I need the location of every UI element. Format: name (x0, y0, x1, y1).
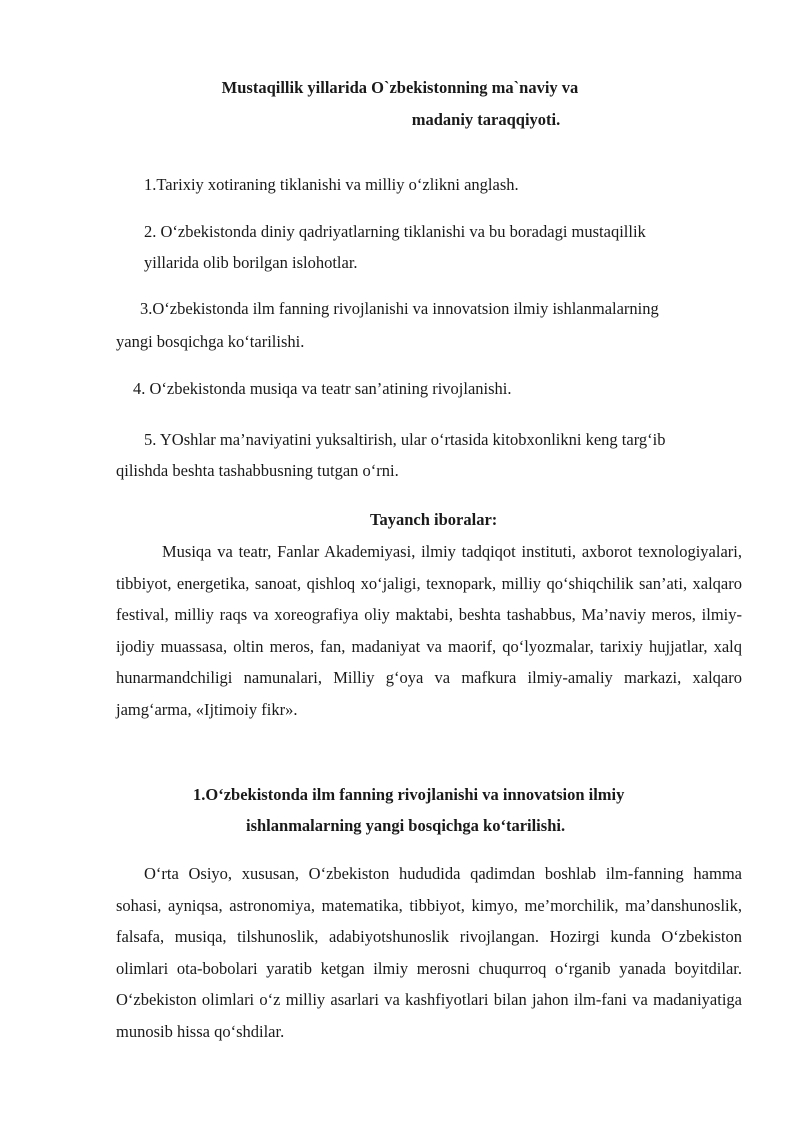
document-title-line-1: Mustaqillik yillarida O`zbekistonning ma`naviy va (221, 78, 579, 97)
section-heading-line-2: ishlanmalarning yangi bosqichga ko‘tarilishi. (246, 816, 566, 835)
plan-item-3-line-1: 3.O‘zbekistonda ilm fanning rivojlanishi va innovatsion ilmiy ishlanmalarning (140, 299, 659, 318)
plan-item-3-line-2: yangi bosqichga ko‘tarilishi. (116, 332, 305, 351)
keywords-heading: Tayanch iboralar: (370, 510, 498, 529)
plan-item-4: 4. O‘zbekistonda musiqa va teatr san’atining rivojlanishi. (133, 379, 512, 398)
plan-item-2-line-2: yillarida olib borilgan islohotlar. (144, 253, 358, 272)
document-title-line-2: madaniy taraqqiyoti. (411, 110, 561, 129)
plan-item-1: 1.Tarixiy xotiraning tiklanishi va milliy o‘zlikni anglash. (144, 175, 519, 194)
plan-item-5-line-1: 5. YOshlar ma’naviyatini yuksaltirish, ular o‘rtasida kitobxonlikni keng targ‘ib (144, 430, 666, 449)
body-paragraph: O‘rta Osiyo, xususan, O‘zbekiston hududida qadimdan boshlab ilm-fanning hamma sohasi, ayniqsa, astronomiya, matematika, tibbiyot, kimyo, me’morchilik, ma’danshunoslik, falsafa, musiqa, tilshunoslik, adabiyotshunoslik rivojlangan. Hozirgi kunda O‘zbekiston olimlari ota-bobolari yaratib ketgan ilmiy merosni chuqurroq o‘rganib yanada boyitdilar. O‘zbekiston olimlari o‘z milliy asarlari va kashfiyotlari bilan jahon ilm-fani va madaniyatiga munosib hissa qo‘shdilar. (116, 864, 742, 1041)
keywords-paragraph: Musiqa va teatr, Fanlar Akademiyasi, ilmiy tadqiqot instituti, axborot texnologiyalari, tibbiyot, energetika, sanoat, qishloq xo‘jaligi, texnopark, milliy qo‘shiqchilik san’ati, xalqaro festival, milliy raqs va xoreografiya oliy maktabi, beshta tashabbus, Ma’naviy meros, ilmiy-ijodiy muassasa, oltin meros, fan, madaniyat va maorif, qo‘lyozmalar, tarixiy hujjatlar, xalq hunarmandchiligi namunalari, Milliy g‘oya va mafkura ilmiy-amaliy markazi, xalqaro jamg‘arma, «Ijtimoiy fikr». (116, 542, 742, 719)
plan-item-2-line-1: 2. O‘zbekistonda diniy qadriyatlarning tiklanishi va bu boradagi mustaqillik (144, 222, 646, 241)
plan-item-5-line-2: qilishda beshta tashabbusning tutgan o‘rni. (116, 461, 399, 480)
section-heading-line-1: 1.O‘zbekistonda ilm fanning rivojlanishi va innovatsion ilmiy (193, 785, 625, 804)
